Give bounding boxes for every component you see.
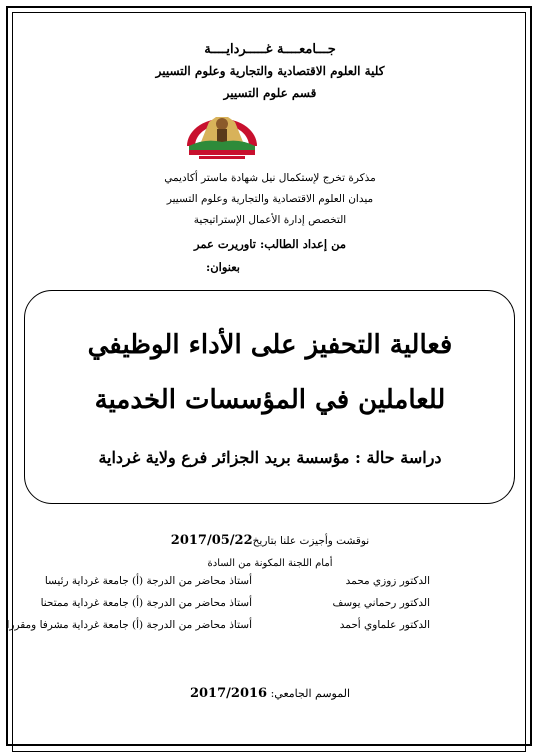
faculty-name: كلية العلوم الاقتصادية والتجارية وعلوم التسيير xyxy=(155,64,385,78)
department-name: قسم علوم التسيير xyxy=(223,86,317,100)
jury-member-role: أستاذ محاضر من الدرجة (أ) جامعة غرداية ممتحنا xyxy=(40,597,252,609)
thesis-title-line1: فعالية التحفيز على الأداء الوظيفي xyxy=(87,330,453,360)
jury-row xyxy=(0,619,540,641)
jury-member-name: الدكتور رحماني يوسف xyxy=(332,597,430,609)
case-study-subtitle: دراسة حالة : مؤسسة بريد الجزائر فرع ولاية غرداية xyxy=(98,448,442,467)
title-label: بعنوان: xyxy=(205,260,240,274)
memo-purpose: مذكرة تخرج لإستكمال نيل شهادة ماستر أكاديمي xyxy=(164,172,376,184)
jury-row xyxy=(0,597,540,619)
jury-member-role: أستاذ محاضر من الدرجة (أ) جامعة غرداية رئيسا xyxy=(44,575,252,587)
university-logo xyxy=(181,108,263,164)
academic-year: 2017/2016 xyxy=(189,686,268,701)
defense-label: نوقشت وأجيزت علنا بتاريخ xyxy=(252,535,370,547)
university-name: جـــامعــــة غـــــردايــــة xyxy=(204,42,336,57)
academic-year-label: الموسم الجامعي: xyxy=(270,687,351,700)
thesis-title-line2: للعاملين في المؤسسات الخدمية xyxy=(94,385,446,415)
memo-field: ميدان العلوم الاقتصادية والتجارية وعلوم التسيير xyxy=(166,193,374,205)
jury-label: أمام اللجنة المكونة من السادة xyxy=(207,558,333,569)
defense-date: 2017/05/22 xyxy=(170,533,253,548)
student-name: من إعداد الطالب: تاوريرت عمر xyxy=(193,237,347,251)
memo-specialty: التخصص إدارة الأعمال الإستراتيجية xyxy=(193,214,347,226)
jury-row xyxy=(0,575,540,597)
jury-member-name: الدكتور علماوي أحمد xyxy=(339,619,430,631)
academic-year-line xyxy=(0,686,540,701)
jury-member-role: أستاذ محاضر من الدرجة (أ) جامعة غرداية مشرفا ومقررا xyxy=(6,619,252,631)
defense-date-line xyxy=(0,533,540,548)
jury-member-name: الدكتور زوزي محمد xyxy=(345,575,430,587)
